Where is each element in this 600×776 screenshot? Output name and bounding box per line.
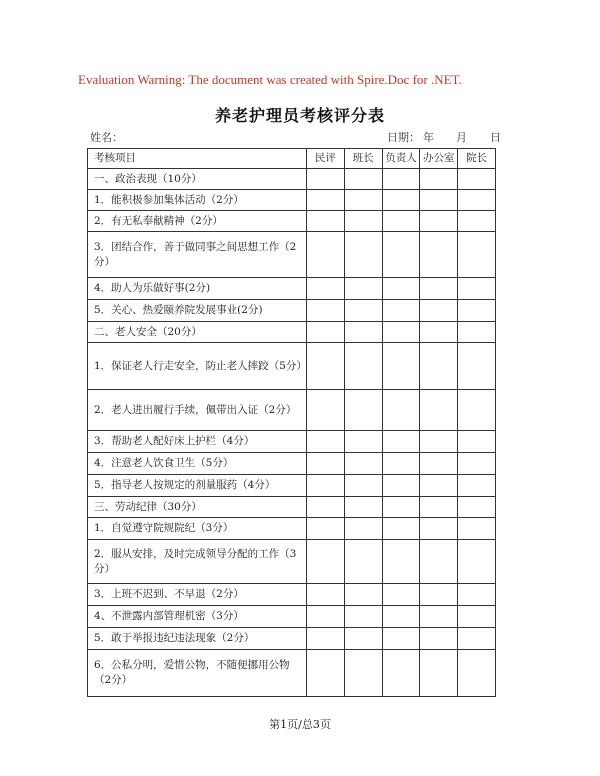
score-cell[interactable] <box>382 431 420 453</box>
score-cell[interactable] <box>382 232 420 278</box>
table-body <box>88 169 496 697</box>
score-cell[interactable] <box>344 497 382 518</box>
score-cell[interactable] <box>420 190 458 211</box>
score-cell[interactable] <box>307 343 345 390</box>
score-cell[interactable] <box>307 606 345 628</box>
score-cell[interactable] <box>344 475 382 497</box>
score-cell[interactable] <box>307 540 345 584</box>
score-cell[interactable] <box>420 628 458 650</box>
score-cell[interactable] <box>307 650 345 697</box>
table-row <box>88 584 496 606</box>
table-row <box>88 431 496 453</box>
score-cell[interactable] <box>344 628 382 650</box>
criterion-cell: 5．关心、热爱颐养院发展事业(2分) <box>88 300 307 322</box>
date-label: 日期： <box>387 131 420 144</box>
header-director: 院长 <box>458 149 496 169</box>
criterion-cell: 5．敢于举报违纪违法现象（2分） <box>88 628 307 650</box>
day-label: 日 <box>490 131 501 144</box>
score-cell[interactable] <box>382 190 420 211</box>
score-cell[interactable] <box>458 431 496 453</box>
criterion-cell: 2．老人进出履行手续，佩带出入证（2分） <box>88 390 307 431</box>
score-cell[interactable] <box>344 232 382 278</box>
score-cell[interactable] <box>382 650 420 697</box>
score-cell[interactable] <box>420 650 458 697</box>
score-cell[interactable] <box>420 322 458 343</box>
score-cell[interactable] <box>458 628 496 650</box>
score-cell[interactable] <box>458 343 496 390</box>
score-cell[interactable] <box>307 390 345 431</box>
score-cell[interactable] <box>344 343 382 390</box>
score-cell[interactable] <box>458 606 496 628</box>
score-cell[interactable] <box>344 584 382 606</box>
score-cell[interactable] <box>344 650 382 697</box>
score-cell[interactable] <box>458 497 496 518</box>
score-cell[interactable] <box>344 211 382 232</box>
table-row <box>88 390 496 431</box>
evaluation-table <box>87 148 496 697</box>
criterion-cell: 6．公私分明，爱惜公物，不随便挪用公物（2分） <box>88 650 307 697</box>
header-info-row <box>90 129 510 145</box>
score-cell[interactable] <box>382 322 420 343</box>
score-cell[interactable] <box>458 211 496 232</box>
score-cell[interactable] <box>420 540 458 584</box>
table-row <box>88 650 496 697</box>
score-cell[interactable] <box>307 628 345 650</box>
score-cell[interactable] <box>307 190 345 211</box>
score-cell[interactable] <box>458 453 496 475</box>
score-cell[interactable] <box>307 300 345 322</box>
score-cell[interactable] <box>458 322 496 343</box>
score-cell[interactable] <box>344 431 382 453</box>
score-cell[interactable] <box>307 322 345 343</box>
score-cell[interactable] <box>420 606 458 628</box>
score-cell[interactable] <box>382 606 420 628</box>
criterion-cell: 2．服从安排，及时完成领导分配的工作（3分） <box>88 540 307 584</box>
score-cell[interactable] <box>458 650 496 697</box>
table-row <box>88 232 496 278</box>
score-cell[interactable] <box>307 497 345 518</box>
criterion-cell: 二、老人安全（20分） <box>88 322 307 343</box>
score-cell[interactable] <box>382 390 420 431</box>
score-cell[interactable] <box>344 169 382 190</box>
table-row <box>88 190 496 211</box>
score-cell[interactable] <box>420 497 458 518</box>
score-cell[interactable] <box>344 190 382 211</box>
table-row <box>88 278 496 300</box>
document-title: 养老护理员考核评分表 <box>214 106 385 125</box>
score-cell[interactable] <box>307 518 345 540</box>
table-row <box>88 300 496 322</box>
table-row <box>88 497 496 518</box>
score-cell[interactable] <box>420 278 458 300</box>
score-cell[interactable] <box>458 190 496 211</box>
score-cell[interactable] <box>458 169 496 190</box>
score-cell[interactable] <box>344 606 382 628</box>
criterion-cell: 1．保证老人行走安全，防止老人摔跤（5分） <box>88 343 307 390</box>
score-cell[interactable] <box>458 300 496 322</box>
criterion-cell: 5．指导老人按规定的剂量服药（4分） <box>88 475 307 497</box>
score-cell[interactable] <box>344 453 382 475</box>
score-cell[interactable] <box>420 518 458 540</box>
score-cell[interactable] <box>382 540 420 584</box>
score-cell[interactable] <box>458 584 496 606</box>
header-team-leader: 班长 <box>344 149 382 169</box>
score-cell[interactable] <box>344 300 382 322</box>
table-row <box>88 322 496 343</box>
score-cell[interactable] <box>382 453 420 475</box>
table-row <box>88 211 496 232</box>
score-cell[interactable] <box>458 232 496 278</box>
criterion-cell: 1．能积极参加集体活动（2分） <box>88 190 307 211</box>
score-cell[interactable] <box>420 475 458 497</box>
score-cell[interactable] <box>382 518 420 540</box>
score-cell[interactable] <box>344 278 382 300</box>
score-cell[interactable] <box>382 211 420 232</box>
name-label: 姓名： <box>90 131 123 144</box>
score-cell[interactable] <box>382 343 420 390</box>
score-cell[interactable] <box>458 540 496 584</box>
month-label: 月 <box>456 131 467 144</box>
criterion-cell: 4、不泄露内部管理机密（3分） <box>88 606 307 628</box>
score-cell[interactable] <box>344 322 382 343</box>
score-cell[interactable] <box>344 518 382 540</box>
score-cell[interactable] <box>382 300 420 322</box>
table-row <box>88 628 496 650</box>
score-cell[interactable] <box>382 278 420 300</box>
table-row <box>88 606 496 628</box>
score-cell[interactable] <box>307 475 345 497</box>
criterion-cell: 一、政治表现（10分） <box>88 169 307 190</box>
table-row <box>88 518 496 540</box>
evaluation-warning: Evaluation Warning: The document was created with Spire.Doc for .NET. <box>78 72 462 87</box>
header-office: 办公室 <box>420 149 458 169</box>
header-person-in-charge: 负责人 <box>382 149 420 169</box>
header-item: 考核项目 <box>88 149 307 169</box>
table-row <box>88 475 496 497</box>
score-cell[interactable] <box>458 475 496 497</box>
table-row <box>88 343 496 390</box>
score-cell[interactable] <box>382 497 420 518</box>
score-cell[interactable] <box>420 343 458 390</box>
score-cell[interactable] <box>307 431 345 453</box>
page-number: 第1页/总3页 <box>269 718 331 731</box>
score-cell[interactable] <box>382 584 420 606</box>
criterion-cell: 3．团结合作，善于做同事之间思想工作（2分） <box>88 232 307 278</box>
criterion-cell: 1．自觉遵守院规院纪（3分） <box>88 518 307 540</box>
criterion-cell: 3．帮助老人配好床上护栏（4分） <box>88 431 307 453</box>
score-cell[interactable] <box>420 453 458 475</box>
score-cell[interactable] <box>420 300 458 322</box>
score-cell[interactable] <box>420 232 458 278</box>
score-cell[interactable] <box>307 453 345 475</box>
score-cell[interactable] <box>420 211 458 232</box>
score-cell[interactable] <box>307 211 345 232</box>
score-cell[interactable] <box>420 431 458 453</box>
score-cell[interactable] <box>382 475 420 497</box>
score-cell[interactable] <box>307 584 345 606</box>
score-cell[interactable] <box>420 169 458 190</box>
score-cell[interactable] <box>420 584 458 606</box>
year-label: 年 <box>423 131 434 144</box>
table-row <box>88 169 496 190</box>
score-cell[interactable] <box>382 169 420 190</box>
criterion-cell: 2．有无私奉献精神（2分） <box>88 211 307 232</box>
score-cell[interactable] <box>458 278 496 300</box>
criterion-cell: 三、劳动纪律（30分） <box>88 497 307 518</box>
score-cell[interactable] <box>458 518 496 540</box>
score-cell[interactable] <box>420 390 458 431</box>
score-cell[interactable] <box>344 540 382 584</box>
criterion-cell: 4．注意老人饮食卫生（5分） <box>88 453 307 475</box>
criterion-cell: 3．上班不迟到、不早退（2分） <box>88 584 307 606</box>
header-public-review: 民评 <box>307 149 345 169</box>
table-header-row <box>88 149 496 169</box>
score-cell[interactable] <box>382 628 420 650</box>
score-cell[interactable] <box>344 390 382 431</box>
score-cell[interactable] <box>307 278 345 300</box>
table-row <box>88 453 496 475</box>
score-cell[interactable] <box>307 232 345 278</box>
score-cell[interactable] <box>458 390 496 431</box>
table-row <box>88 540 496 584</box>
score-cell[interactable] <box>307 169 345 190</box>
criterion-cell: 4．助人为乐做好事(2分) <box>88 278 307 300</box>
